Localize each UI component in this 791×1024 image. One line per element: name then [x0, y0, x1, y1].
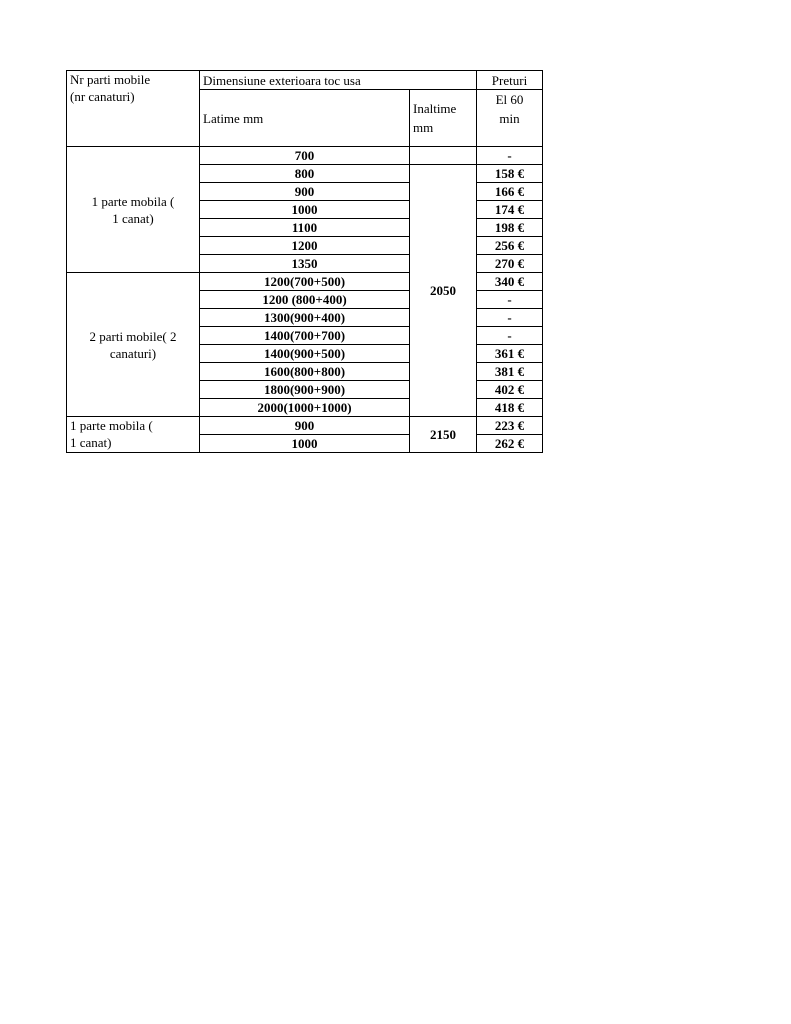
header-height-line2: mm: [413, 120, 434, 135]
width-cell: 700: [200, 147, 410, 165]
width-cell: 900: [200, 183, 410, 201]
width-cell: 1350: [200, 255, 410, 273]
group-label: [67, 417, 200, 453]
width-cell: 1200(700+500): [200, 273, 410, 291]
price-cell: 198 €: [477, 219, 543, 237]
width-cell: 1000: [200, 201, 410, 219]
width-cell: 1300(900+400): [200, 309, 410, 327]
width-cell: 1400(900+500): [200, 345, 410, 363]
header-price-type: [477, 90, 543, 147]
header-height: [410, 90, 477, 147]
header-dimensions: Dimensiune exterioara toc usa: [200, 71, 477, 90]
group-label-line1: 2 parti mobile( 2: [89, 328, 177, 344]
width-cell: 2000(1000+1000): [200, 399, 410, 417]
price-cell: 262 €: [477, 435, 543, 453]
price-cell: 361 €: [477, 345, 543, 363]
header-moving-parts-line1: Nr parti mobile: [70, 72, 151, 87]
price-cell: 340 €: [477, 273, 543, 291]
width-cell: 1200 (800+400): [200, 291, 410, 309]
price-table: [66, 70, 543, 453]
width-cell: 1800(900+900): [200, 381, 410, 399]
group-label-line2: canaturi): [109, 345, 157, 361]
width-cell: 1200: [200, 237, 410, 255]
price-cell: -: [477, 291, 543, 309]
group-label: [67, 273, 200, 417]
header-moving-parts: [67, 71, 200, 147]
price-cell: 402 €: [477, 381, 543, 399]
width-cell: 1100: [200, 219, 410, 237]
price-cell: 166 €: [477, 183, 543, 201]
header-height-line1: Inaltime: [413, 101, 457, 116]
header-moving-parts-line2: (nr canaturi): [70, 89, 135, 104]
header-row: [67, 71, 543, 90]
height-cell-empty: [410, 147, 477, 165]
group-label-line2: 1 canat): [112, 210, 154, 226]
height-cell-2150: 2150: [410, 417, 477, 453]
width-cell: 800: [200, 165, 410, 183]
header-price-type-line2: min: [499, 111, 520, 126]
price-cell: 158 €: [477, 165, 543, 183]
price-cell: 270 €: [477, 255, 543, 273]
price-cell: 223 €: [477, 417, 543, 435]
group-label-line1: 1 parte mobila (: [70, 418, 153, 433]
price-cell: -: [477, 147, 543, 165]
table-row: [67, 147, 543, 165]
price-cell: -: [477, 309, 543, 327]
price-cell: 418 €: [477, 399, 543, 417]
width-cell: 1000: [200, 435, 410, 453]
height-cell-2050: 2050: [410, 165, 477, 417]
header-prices: Preturi: [477, 71, 543, 90]
price-cell: -: [477, 327, 543, 345]
width-cell: 1400(700+700): [200, 327, 410, 345]
price-cell: 256 €: [477, 237, 543, 255]
header-price-type-line1: El 60: [495, 92, 524, 107]
header-width: Latime mm: [200, 90, 410, 147]
group-label-line2: 1 canat): [70, 435, 112, 450]
price-cell: 381 €: [477, 363, 543, 381]
group-label: [67, 147, 200, 273]
width-cell: 1600(800+800): [200, 363, 410, 381]
width-cell: 900: [200, 417, 410, 435]
price-cell: 174 €: [477, 201, 543, 219]
table-row: [67, 417, 543, 435]
group-label-line1: 1 parte mobila (: [91, 193, 175, 209]
